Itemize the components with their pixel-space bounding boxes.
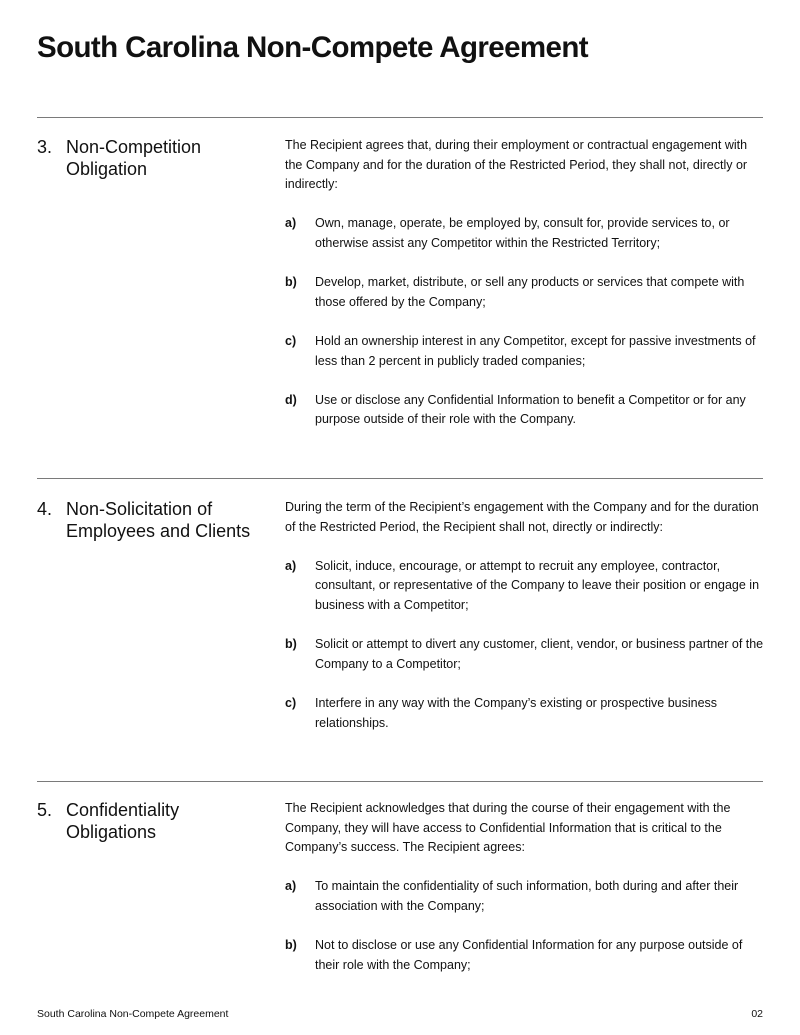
section-number: 5. [37,800,53,820]
list-item [285,214,765,253]
item-text: Solicit, induce, encourage, or attempt to recruit any employee, contractor, consultant, or representative of the Company to leave their position or engage in business with a Competitor; [315,558,760,612]
section-intro: The Recipient agrees that, during their employment or contractual engagement with the Company and for the duration of the Restricted Period, they shall not, directly or indirectly: [285,138,748,192]
list-item [285,635,765,674]
list-item [285,694,765,733]
section-body [285,136,765,450]
item-letter: c) [285,695,297,710]
list-item [285,391,765,430]
item-text: Use or disclose any Confidential Information to benefit a Competitor or for any purpose outside of their role with the Company. [315,392,746,427]
footer-page-number: 02 [751,1008,763,1020]
section-title: Non-Competition Obligation [66,137,202,179]
item-letter: b) [285,938,297,953]
list-item [285,936,765,975]
item-letter: b) [285,637,297,652]
item-text: To maintain the confidentiality of such information, both during and after their association with the Company; [315,879,739,913]
item-text: Own, manage, operate, be employed by, consult for, provide services to, or otherwise assist any Competitor within the Restricted Territory; [315,216,730,250]
item-letter: a) [285,879,297,894]
item-letter: d) [285,392,297,407]
section-intro: The Recipient acknowledges that during the course of their engagement with the Company, they will have access to Confidential Information that is critical to the Company’s success. The Recipient agrees: [285,801,731,855]
section-divider [37,117,763,118]
document-title: South Carolina Non-Compete Agreement [37,31,588,64]
list-item [285,332,765,371]
item-text: Hold an ownership interest in any Competitor, except for passive investments of less than 2 percent in publicly traded companies; [315,333,756,368]
section-divider [37,781,763,782]
section-number: 3. [37,137,53,157]
section-number: 4. [37,499,53,519]
section-divider [37,478,763,479]
section-title: Non-Solicitation of Employees and Clients [66,499,251,541]
item-letter: c) [285,333,297,348]
list-item [285,877,765,916]
item-letter: a) [285,216,297,231]
item-text: Develop, market, distribute, or sell any products or services that compete with those offered by the Company; [315,275,745,309]
item-text: Not to disclose or use any Confidential Information for any purpose outside of their role with the Company; [315,938,743,972]
section-intro: During the term of the Recipient’s engagement with the Company and for the duration of the Restricted Period, the Recipient shall not, directly or indirectly: [285,500,759,534]
item-text: Interfere in any way with the Company’s existing or prospective business relationships. [315,695,718,730]
item-letter: b) [285,275,297,290]
section-body [285,498,765,753]
section-title: Confidentiality Obligations [66,800,180,842]
list-item [285,273,765,312]
section-body [285,799,765,995]
item-letter: a) [285,558,297,573]
footer-document-name: South Carolina Non-Compete Agreement [37,1008,229,1020]
item-text: Solicit or attempt to divert any customer, client, vendor, or business partner of the Company to a Competitor; [315,637,764,671]
list-item [285,557,765,616]
